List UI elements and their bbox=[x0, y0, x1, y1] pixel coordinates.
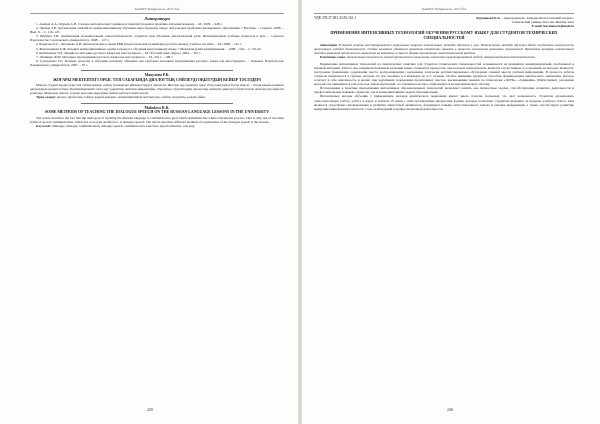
separator-rule bbox=[81, 70, 233, 71]
reference-item: 5. Жаксылыкова Е.Ж. Речевые коммуникативные задачи в процессе обучения иностранному языку // Межкультурная коммуникация. – 1998. – №4. – С. 59–62. bbox=[36, 46, 262, 51]
en-article-title: SOME METHODS OF TEACHING THE DIALOGUE SPEECH ON THE RUSSIAN LANGUAGE LESSONS IN THE UNIVERSITY bbox=[44, 110, 270, 114]
references-list bbox=[30, 22, 284, 67]
abstract bbox=[314, 43, 574, 55]
author-name: Курманова Б.Х. bbox=[476, 16, 501, 20]
body-paragraph: Применение интенсивных технологий на практических занятиях для студентов технических специальностей основывается на принципах коммуникативной, проблемной и игровой методики. Работа над совершенствованием владения языка становится процессом, при котором преподаватель является соучастником, и основными из которых являются: построение (понимание содержания текста, воспроизведение содержания, логически аргументированное обсуждение главной мысли учебной информации. В процессе работы студенты вовлекаются в группы, которые по три человека и в командах по 4–5 человек. Особое внимание уделяется способам формирования критического мышления, которое сочетает в себе критичность и анализ при вдумчивом содержании прочитанных текстов, высказывание мнения по технологии «ЭДУК», «Синквейн» (Пятистишие), рисование которой она принимается работать над темой-проблемой, составление кластера, опирающегося на иерархическую систему. bbox=[314, 61, 574, 87]
kz-keywords-label: Тірек сөздер: bbox=[36, 95, 56, 100]
reference-item: 6. Капитонова Т.И. Лекции по методике русского языка как иностранного. – М.: Русский язык. Курсы, 2004. – 352 с. bbox=[36, 50, 202, 55]
en-abstract: The article describes the fact that the main goal of teaching the Russian language is communicative goal which determines the whole educational process. That is why one of the main forms of speech communication, which has to be paid attention to, is dialogue speech. The article describes different methods of organization of the dialogue speech at the lessons. bbox=[30, 115, 284, 124]
udc-affiliation-row bbox=[314, 16, 574, 28]
running-head: ҚазҰПУ Хабаршысы. 2015 №4 bbox=[134, 7, 180, 11]
body-paragraph: Интенсивные методы обучения с применением методов критического мышления имеют много плюсов, поскольку это дает возможность студентам организовать самостоятельную работу, работу в парах и группах. В связи с этим организованы интересные формы, которые позволяют студентам выходить за пределы учебного текста. Они являются средствами самовыражения и развития личностной активности, формируют навыки самостоятельного поиска и анализа информации, а также способствуют развитию коммуникативной компетентности, столь необходимой в профессиональной деятельности. bbox=[314, 94, 574, 111]
reference-item: 7. Литвинко Ф.М. Методика преподавания русского языка как иностранного. – М., 2011. – 108 с. bbox=[36, 54, 174, 59]
kz-author: Мақулова Р.К. bbox=[144, 73, 170, 78]
en-keywords-label: Keywords: bbox=[36, 123, 52, 128]
page-number: 226 bbox=[447, 407, 453, 412]
en-keywords-text: Dialogue, dialogue communication, dialogue speech, communicative exercises, speech situation, role play. bbox=[52, 123, 196, 128]
reference-item: 1. Азимов А.А., Щукин А.Н. Словарь методических терминов и понятий (теория и практика обучения языкам). – М., 2009. – 448 с. bbox=[36, 22, 223, 26]
header-rule bbox=[30, 13, 284, 14]
references-title: Литература bbox=[144, 16, 170, 21]
body-paragraph: Исследования в практике преподавания интенсивных образовательных технологий позволяют решить как личностные задачи, способствующие развитию деятельности и профессиональных навыков студентов, так и коммуникативные задачи обучения языку. bbox=[314, 86, 574, 95]
abstract-text: В данной статье рассматриваются актуальные вопросы интенсивных методов обучения в вузе. Интенсивные методы обучения дают студентам возможность организации учебной деятельности. Особое внимание уделяется развитию творческих навыков и процесса выполнения различных упражнений. Приведены примеры интенсивных методов развития критического мышления на занятиях, а также формы организации самостоятельной работы. bbox=[314, 42, 574, 55]
running-head: ҚазҰПУ Хабаршысы. 2015 №4 bbox=[421, 7, 467, 11]
kz-abstract: Мақала студенттердің орыс тілі сабақтарында сөйлеу қатынасын ұйымдастыруға арналған. Жоғары оқу орнында орыс тілін оқытудағы басты мақсат – тілдік қарым-қатынас дағдыларын қалыптастыру. Коммуникативтік тәсіл оқу үдерісінің сипатын айқындайды. Оқытушы студенттердің диалогтық сөйлеуін дамытуға бағытталған жаттығулар жүйесін ұсынады. Мақалада диалог түрлері мен оны оқытудың тиімді әдістері сипатталған. bbox=[30, 83, 284, 96]
keywords-label: Ключевые слова: bbox=[320, 54, 347, 59]
udc-code: УДК 378.37.091.33:81:161.1 bbox=[314, 16, 357, 20]
right-page bbox=[300, 0, 600, 424]
keywords bbox=[314, 55, 574, 59]
reference-item: 8. Сухорукова Т.Е. Речевые средства в обучении речевому общению как проблема методики преподавания русского языка как иностранного. – Харьков: Издательство Харьковского университета, 2007. – 65 с. bbox=[30, 58, 284, 67]
article-body bbox=[314, 62, 574, 111]
author-affiliation bbox=[464, 16, 574, 28]
keywords-text: интенсивные технологии, метод критического мышления, личностно ориентированный подход, коммуникативная компетентность. bbox=[346, 54, 536, 59]
reference-item: 3. Шубина Т.И. Активизация познавательной самостоятельности студентов при обучении диалогической речи. Инновационные учебные процессы в вузе. – Саранск: Издательство Саратовского университета, 1998. – 127 с. bbox=[30, 34, 284, 43]
en-author: Makulova R.K. bbox=[144, 105, 170, 110]
en-keywords bbox=[30, 124, 284, 128]
kz-keywords bbox=[30, 95, 284, 99]
article-title: ПРИМЕНЕНИЕ ИНТЕНСИВНЫХ ТЕХНОЛОГИЙ ОБУЧЕНИЯ РУССКОМУ ЯЗЫКУ ДЛЯ СТУДЕНТОВ ТЕХНИЧЕСКИХ СПЕЦИАЛЬНОСТЕЙ bbox=[330, 30, 558, 40]
author-email: E-mail: kurmanova@mail.ru bbox=[531, 24, 574, 29]
kz-keywords-text: диалог, диалогтық сөйлеу, қарым-қатынас, коммуникативтік жаттығулар, сөйлеу жағдаяты, рөлдік ойын. bbox=[56, 95, 206, 100]
header-rule bbox=[314, 13, 574, 14]
reference-item: 2. Лапина З.В. Организация занятий по коммуникативному обучению иностранному языку. Актуальные проблемы иноязычного образования // Вестник. – Саранск, 2008. – Вып. 8. – С. 116–125. bbox=[30, 26, 284, 35]
separator-rule bbox=[81, 103, 233, 104]
abstract-label: Аннотация. bbox=[320, 42, 338, 47]
affiliation-text: – преподаватель, Западно-Казахстанский аграрно-технический университет им. Жангир хана bbox=[500, 16, 574, 25]
reference-item: 4. Борисова Е.Г., Латышева А.Н. Диалогические основы РКИ (педагогическая грамматика русского языка): учебное пособие. – М., 2008. – 141 с. bbox=[36, 42, 243, 47]
kz-article-title: ЖОҒАРЫ МЕКТЕПТЕГІ ОРЫС ТІЛІ САБАҒЫНДА ДИАЛОГТЫҚ СӨЙЛЕУДІ ОҚЫТУДЫҢ КЕЙБІР ТӘСІЛДЕРІ bbox=[53, 77, 261, 82]
page-number: 225 bbox=[147, 407, 153, 412]
